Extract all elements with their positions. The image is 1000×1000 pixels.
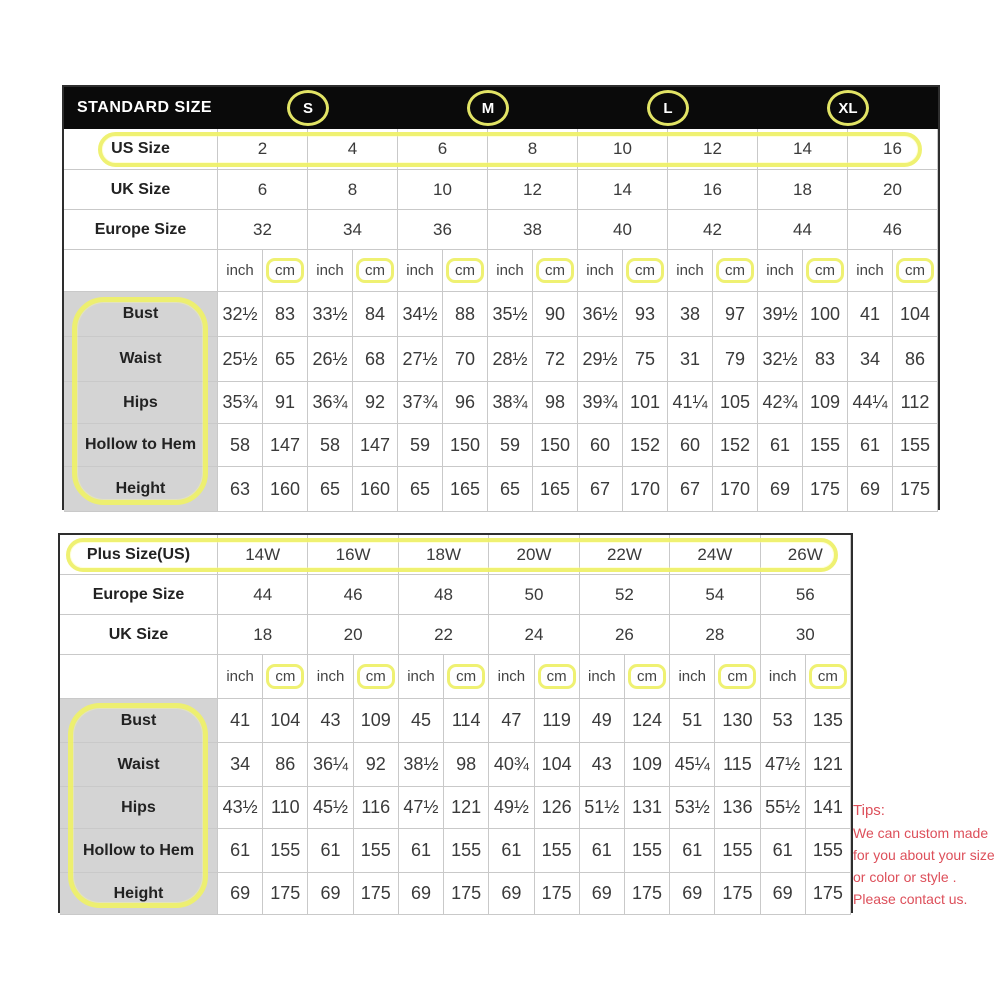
measure-inch-cell: 45¼ (670, 743, 715, 787)
measure-inch-cell: 59 (398, 424, 443, 467)
plus-size-grid (60, 535, 851, 911)
measure-inch-cell: 36½ (578, 292, 623, 337)
measure-cm-cell: 98 (533, 382, 578, 424)
cm-highlight-chip: cm (716, 258, 754, 283)
size-group-2 (578, 90, 758, 126)
measure-cm-cell: 170 (623, 467, 668, 512)
cm-unit-cell (625, 655, 670, 699)
size-value-cell: 32 (218, 210, 308, 250)
measure-row-label: Waist (60, 743, 218, 787)
cm-highlight-chip: cm (266, 664, 304, 689)
custom-made-tips-note (853, 800, 999, 910)
size-value-cell: 12 (488, 170, 578, 210)
size-row-label: UK Size (64, 170, 218, 210)
measure-inch-cell: 51½ (580, 787, 625, 829)
size-value-cell: 6 (218, 170, 308, 210)
measure-cm-cell: 150 (443, 424, 488, 467)
measure-row-label: Hips (64, 382, 218, 424)
measure-cm-cell: 147 (263, 424, 308, 467)
measure-inch-cell: 69 (399, 873, 444, 915)
size-group-0 (218, 90, 398, 126)
measure-row-label: Hollow to Hem (60, 829, 218, 873)
measure-inch-cell: 47½ (761, 743, 806, 787)
measure-cm-cell: 152 (623, 424, 668, 467)
size-value-cell: 14W (218, 535, 308, 575)
measure-cm-cell: 65 (263, 337, 308, 382)
size-value-cell: 6 (398, 129, 488, 170)
plus-size-table (58, 533, 853, 913)
size-value-cell: 48 (399, 575, 489, 615)
measure-inch-cell: 47 (489, 699, 534, 743)
measure-cm-cell: 101 (623, 382, 668, 424)
size-value-cell: 52 (580, 575, 670, 615)
size-row-label: Europe Size (64, 210, 218, 250)
inch-unit-cell: inch (578, 250, 623, 292)
size-value-cell: 8 (488, 129, 578, 170)
inch-unit-cell: inch (670, 655, 715, 699)
measure-inch-cell: 61 (670, 829, 715, 873)
measure-inch-cell: 34 (218, 743, 263, 787)
measure-cm-cell: 155 (354, 829, 399, 873)
inch-unit-cell: inch (668, 250, 713, 292)
cm-unit-cell (533, 250, 578, 292)
measure-row-label: Hollow to Hem (64, 424, 218, 467)
cm-unit-cell (715, 655, 760, 699)
size-value-cell: 50 (489, 575, 579, 615)
measure-inch-cell: 61 (761, 829, 806, 873)
measure-inch-cell: 39½ (758, 292, 803, 337)
measure-inch-cell: 45 (399, 699, 444, 743)
measure-inch-cell: 61 (399, 829, 444, 873)
measure-inch-cell: 29½ (578, 337, 623, 382)
measure-inch-cell: 69 (489, 873, 534, 915)
measure-cm-cell: 147 (353, 424, 398, 467)
measure-cm-cell: 155 (263, 829, 308, 873)
measure-cm-cell: 130 (715, 699, 760, 743)
measure-inch-cell: 58 (308, 424, 353, 467)
measure-inch-cell: 40¾ (489, 743, 534, 787)
size-value-cell: 46 (848, 210, 938, 250)
cm-unit-cell (354, 655, 399, 699)
measure-inch-cell: 34½ (398, 292, 443, 337)
measure-inch-cell: 58 (218, 424, 263, 467)
measure-cm-cell: 175 (625, 873, 670, 915)
size-group-circle-highlight: S (287, 90, 329, 126)
measure-inch-cell: 41 (848, 292, 893, 337)
standard-size-table (62, 85, 940, 510)
cm-highlight-chip: cm (446, 258, 484, 283)
tips-line: for you about your size (853, 847, 995, 863)
measure-row-label: Bust (60, 699, 218, 743)
measure-inch-cell: 55½ (761, 787, 806, 829)
size-value-cell: 16W (308, 535, 398, 575)
measure-cm-cell: 104 (263, 699, 308, 743)
measure-row-label: Hips (60, 787, 218, 829)
measure-inch-cell: 25½ (218, 337, 263, 382)
measure-cm-cell: 141 (806, 787, 851, 829)
size-value-cell: 38 (488, 210, 578, 250)
measure-cm-cell: 124 (625, 699, 670, 743)
size-value-cell: 16 (668, 170, 758, 210)
measure-cm-cell: 116 (354, 787, 399, 829)
measure-inch-cell: 49 (580, 699, 625, 743)
measure-inch-cell: 41 (218, 699, 263, 743)
measure-cm-cell: 121 (444, 787, 489, 829)
measure-cm-cell: 126 (535, 787, 580, 829)
measure-cm-cell: 121 (806, 743, 851, 787)
size-value-cell: 10 (578, 129, 668, 170)
tips-title: Tips: (853, 802, 885, 819)
size-value-cell: 14 (578, 170, 668, 210)
measure-cm-cell: 75 (623, 337, 668, 382)
inch-unit-cell: inch (308, 250, 353, 292)
measure-inch-cell: 60 (668, 424, 713, 467)
size-value-cell: 22W (580, 535, 670, 575)
measure-cm-cell: 83 (803, 337, 848, 382)
measure-inch-cell: 43 (580, 743, 625, 787)
size-value-cell: 42 (668, 210, 758, 250)
measure-cm-cell: 155 (893, 424, 938, 467)
measure-cm-cell: 70 (443, 337, 488, 382)
measure-inch-cell: 36¾ (308, 382, 353, 424)
measure-cm-cell: 86 (893, 337, 938, 382)
measure-inch-cell: 69 (761, 873, 806, 915)
measure-inch-cell: 39¾ (578, 382, 623, 424)
measure-cm-cell: 170 (713, 467, 758, 512)
measure-cm-cell: 115 (715, 743, 760, 787)
size-group-circle-highlight: L (647, 90, 689, 126)
cm-unit-cell (893, 250, 938, 292)
measure-inch-cell: 53½ (670, 787, 715, 829)
measure-cm-cell: 175 (354, 873, 399, 915)
size-value-cell: 2 (218, 129, 308, 170)
measure-inch-cell: 61 (758, 424, 803, 467)
size-value-cell: 44 (218, 575, 308, 615)
measure-cm-cell: 160 (353, 467, 398, 512)
size-value-cell: 36 (398, 210, 488, 250)
measure-cm-cell: 72 (533, 337, 578, 382)
size-value-cell: 26W (761, 535, 851, 575)
measure-cm-cell: 155 (625, 829, 670, 873)
measure-inch-cell: 69 (580, 873, 625, 915)
measure-inch-cell: 67 (668, 467, 713, 512)
standard-size-header-bar (64, 87, 938, 129)
measure-inch-cell: 69 (758, 467, 803, 512)
measure-cm-cell: 91 (263, 382, 308, 424)
measure-cm-cell: 155 (806, 829, 851, 873)
size-row-label: Europe Size (60, 575, 218, 615)
measure-cm-cell: 98 (444, 743, 489, 787)
measure-inch-cell: 61 (308, 829, 353, 873)
measure-inch-cell: 27½ (398, 337, 443, 382)
measure-cm-cell: 175 (444, 873, 489, 915)
measure-cm-cell: 175 (263, 873, 308, 915)
measure-inch-cell: 34 (848, 337, 893, 382)
measure-inch-cell: 44¼ (848, 382, 893, 424)
measure-cm-cell: 165 (443, 467, 488, 512)
measure-inch-cell: 69 (848, 467, 893, 512)
measure-inch-cell: 61 (580, 829, 625, 873)
size-value-cell: 14 (758, 129, 848, 170)
inch-unit-cell: inch (758, 250, 803, 292)
cm-unit-cell (806, 655, 851, 699)
measure-cm-cell: 152 (713, 424, 758, 467)
measure-cm-cell: 109 (625, 743, 670, 787)
size-value-cell: 54 (670, 575, 760, 615)
measure-cm-cell: 155 (715, 829, 760, 873)
measure-inch-cell: 61 (489, 829, 534, 873)
cm-unit-cell (443, 250, 488, 292)
inch-unit-cell: inch (580, 655, 625, 699)
size-group-3 (758, 90, 938, 126)
unit-row-empty-label (60, 655, 218, 699)
measure-cm-cell: 175 (803, 467, 848, 512)
size-row-label: US Size (64, 129, 218, 170)
measure-cm-cell: 114 (444, 699, 489, 743)
tips-line: or color or style . (853, 869, 957, 885)
size-value-cell: 20 (848, 170, 938, 210)
cm-highlight-chip: cm (806, 258, 844, 283)
cm-unit-cell (713, 250, 758, 292)
measure-cm-cell: 90 (533, 292, 578, 337)
measure-inch-cell: 65 (398, 467, 443, 512)
cm-unit-cell (535, 655, 580, 699)
inch-unit-cell: inch (398, 250, 443, 292)
measure-cm-cell: 86 (263, 743, 308, 787)
size-value-cell: 18 (218, 615, 308, 655)
measure-cm-cell: 97 (713, 292, 758, 337)
cm-unit-cell (263, 655, 308, 699)
measure-cm-cell: 175 (893, 467, 938, 512)
cm-highlight-chip: cm (896, 258, 934, 283)
measure-inch-cell: 60 (578, 424, 623, 467)
size-value-cell: 34 (308, 210, 398, 250)
measure-inch-cell: 26½ (308, 337, 353, 382)
measure-inch-cell: 35½ (488, 292, 533, 337)
size-value-cell: 26 (580, 615, 670, 655)
measure-cm-cell: 104 (893, 292, 938, 337)
size-group-1 (398, 90, 578, 126)
measure-cm-cell: 175 (715, 873, 760, 915)
measure-cm-cell: 136 (715, 787, 760, 829)
measure-cm-cell: 83 (263, 292, 308, 337)
standard-size-title: STANDARD SIZE (77, 99, 213, 116)
measure-inch-cell: 43 (308, 699, 353, 743)
measure-inch-cell: 59 (488, 424, 533, 467)
cm-highlight-chip: cm (718, 664, 756, 689)
measure-cm-cell: 155 (535, 829, 580, 873)
size-value-cell: 12 (668, 129, 758, 170)
measure-cm-cell: 93 (623, 292, 668, 337)
measure-cm-cell: 119 (535, 699, 580, 743)
unit-row-empty-label (64, 250, 218, 292)
measure-inch-cell: 32½ (758, 337, 803, 382)
inch-unit-cell: inch (308, 655, 353, 699)
measure-inch-cell: 33½ (308, 292, 353, 337)
cm-highlight-chip: cm (447, 664, 485, 689)
measure-inch-cell: 65 (308, 467, 353, 512)
cm-unit-cell (263, 250, 308, 292)
measure-cm-cell: 155 (803, 424, 848, 467)
cm-unit-cell (803, 250, 848, 292)
size-value-cell: 40 (578, 210, 668, 250)
cm-highlight-chip: cm (628, 664, 666, 689)
inch-unit-cell: inch (488, 250, 533, 292)
measure-cm-cell: 175 (535, 873, 580, 915)
size-value-cell: 24W (670, 535, 760, 575)
measure-inch-cell: 36¼ (308, 743, 353, 787)
cm-highlight-chip: cm (538, 664, 576, 689)
cm-highlight-chip: cm (266, 258, 304, 283)
size-value-cell: 22 (399, 615, 489, 655)
measure-cm-cell: 79 (713, 337, 758, 382)
measure-inch-cell: 35¾ (218, 382, 263, 424)
measure-inch-cell: 69 (670, 873, 715, 915)
inch-unit-cell: inch (399, 655, 444, 699)
measure-inch-cell: 31 (668, 337, 713, 382)
cm-highlight-chip: cm (536, 258, 574, 283)
size-row-label: Plus Size(US) (60, 535, 218, 575)
measure-cm-cell: 92 (353, 382, 398, 424)
measure-cm-cell: 109 (354, 699, 399, 743)
measure-inch-cell: 47½ (399, 787, 444, 829)
measure-cm-cell: 88 (443, 292, 488, 337)
cm-highlight-chip: cm (626, 258, 664, 283)
measure-inch-cell: 32½ (218, 292, 263, 337)
cm-highlight-chip: cm (357, 664, 395, 689)
measure-inch-cell: 28½ (488, 337, 533, 382)
size-group-circle-highlight: XL (827, 90, 869, 126)
cm-highlight-chip: cm (356, 258, 394, 283)
size-value-cell: 4 (308, 129, 398, 170)
measure-cm-cell: 112 (893, 382, 938, 424)
measure-inch-cell: 69 (218, 873, 263, 915)
cm-unit-cell (623, 250, 668, 292)
measure-row-label: Waist (64, 337, 218, 382)
size-value-cell: 16 (848, 129, 938, 170)
size-value-cell: 8 (308, 170, 398, 210)
measure-cm-cell: 105 (713, 382, 758, 424)
inch-unit-cell: inch (761, 655, 806, 699)
measure-cm-cell: 68 (353, 337, 398, 382)
measure-row-label: Height (64, 467, 218, 512)
measure-inch-cell: 45½ (308, 787, 353, 829)
size-value-cell: 10 (398, 170, 488, 210)
measure-inch-cell: 61 (848, 424, 893, 467)
size-row-label: UK Size (60, 615, 218, 655)
size-value-cell: 30 (761, 615, 851, 655)
measure-cm-cell: 165 (533, 467, 578, 512)
measure-inch-cell: 38 (668, 292, 713, 337)
measure-cm-cell: 100 (803, 292, 848, 337)
measure-inch-cell: 41¼ (668, 382, 713, 424)
cm-unit-cell (444, 655, 489, 699)
measure-inch-cell: 65 (488, 467, 533, 512)
measure-cm-cell: 160 (263, 467, 308, 512)
size-value-cell: 18W (399, 535, 489, 575)
measure-cm-cell: 175 (806, 873, 851, 915)
measure-cm-cell: 135 (806, 699, 851, 743)
measure-inch-cell: 67 (578, 467, 623, 512)
measure-cm-cell: 104 (535, 743, 580, 787)
tips-line: Please contact us. (853, 891, 968, 907)
size-value-cell: 20W (489, 535, 579, 575)
measure-cm-cell: 92 (354, 743, 399, 787)
measure-row-label: Bust (64, 292, 218, 337)
cm-unit-cell (353, 250, 398, 292)
measure-cm-cell: 110 (263, 787, 308, 829)
measure-cm-cell: 84 (353, 292, 398, 337)
inch-unit-cell: inch (848, 250, 893, 292)
standard-size-grid (64, 87, 938, 508)
measure-inch-cell: 49½ (489, 787, 534, 829)
measure-inch-cell: 69 (308, 873, 353, 915)
inch-unit-cell: inch (489, 655, 534, 699)
tips-line: We can custom made (853, 825, 989, 841)
measure-inch-cell: 51 (670, 699, 715, 743)
measure-cm-cell: 96 (443, 382, 488, 424)
measure-inch-cell: 37¾ (398, 382, 443, 424)
measure-inch-cell: 42¾ (758, 382, 803, 424)
size-value-cell: 44 (758, 210, 848, 250)
measure-cm-cell: 109 (803, 382, 848, 424)
measure-cm-cell: 155 (444, 829, 489, 873)
measure-inch-cell: 61 (218, 829, 263, 873)
cm-highlight-chip: cm (809, 664, 847, 689)
measure-inch-cell: 38½ (399, 743, 444, 787)
measure-inch-cell: 53 (761, 699, 806, 743)
size-value-cell: 18 (758, 170, 848, 210)
measure-inch-cell: 63 (218, 467, 263, 512)
inch-unit-cell: inch (218, 655, 263, 699)
measure-cm-cell: 131 (625, 787, 670, 829)
measure-cm-cell: 150 (533, 424, 578, 467)
size-value-cell: 20 (308, 615, 398, 655)
size-value-cell: 46 (308, 575, 398, 615)
inch-unit-cell: inch (218, 250, 263, 292)
size-group-circle-highlight: M (467, 90, 509, 126)
size-value-cell: 28 (670, 615, 760, 655)
measure-row-label: Height (60, 873, 218, 915)
measure-inch-cell: 38¾ (488, 382, 533, 424)
size-value-cell: 24 (489, 615, 579, 655)
measure-inch-cell: 43½ (218, 787, 263, 829)
size-value-cell: 56 (761, 575, 851, 615)
